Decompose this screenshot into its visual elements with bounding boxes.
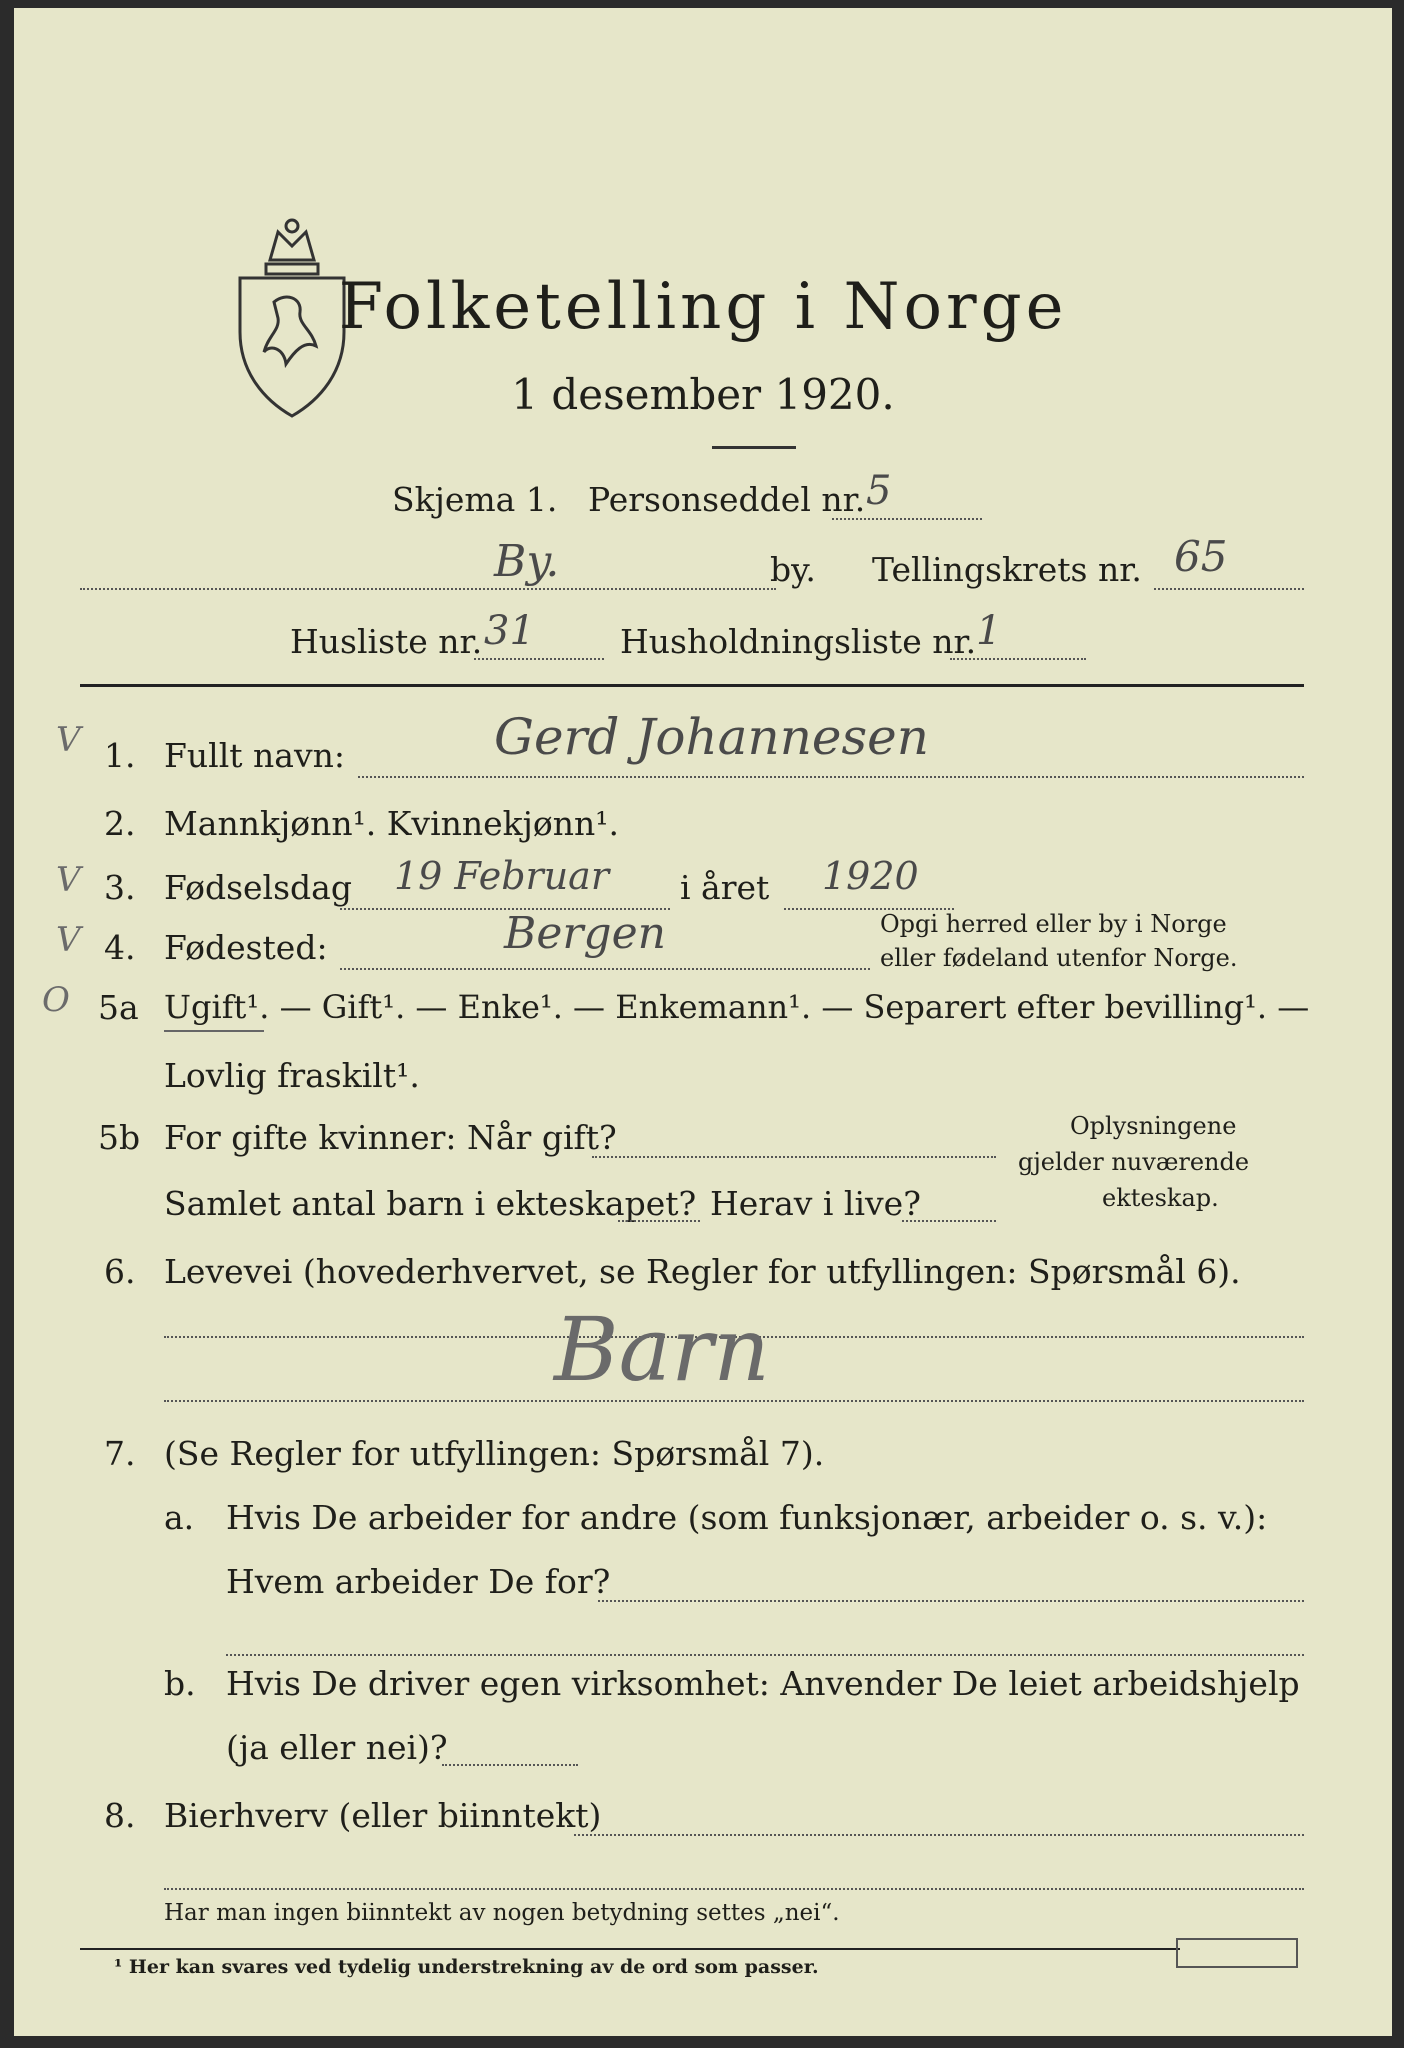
q1-value[interactable]: Gerd Johannesen <box>494 708 929 766</box>
q7a-number: a. <box>164 1498 195 1537</box>
printer-stamp <box>1176 1938 1298 1968</box>
q2-label: Mannkjønn¹. Kvinnekjønn¹. <box>164 804 619 843</box>
husholdningsliste-label: Husholdningsliste nr. <box>620 622 977 661</box>
husholdningsliste-line <box>950 658 1086 660</box>
q4-value[interactable]: Bergen <box>504 908 666 959</box>
q8-line-2 <box>164 1888 1304 1890</box>
checkmark-3: V <box>56 860 81 900</box>
husliste-value[interactable]: 31 <box>484 608 535 654</box>
q4-note-2: eller fødeland utenfor Norge. <box>880 944 1238 972</box>
checkmark-1: V <box>56 720 81 760</box>
q7b-number: b. <box>164 1664 196 1703</box>
footnote-rule <box>80 1948 1180 1950</box>
husholdningsliste-value[interactable]: 1 <box>976 608 1002 654</box>
census-form-page <box>14 8 1392 2036</box>
q7b-label-2: (ja eller nei)? <box>226 1728 448 1767</box>
q5b-children-line <box>618 1220 700 1222</box>
q5b-alive-line <box>902 1220 996 1222</box>
q5a-options: Ugift¹. — Gift¹. — Enke¹. — Enkemann¹. — Separert efter bevilling¹. — <box>164 988 1310 1026</box>
q8-label: Bierhverv (eller biinntekt) <box>164 1796 602 1835</box>
q5b-label-1: For gifte kvinner: Når gift? <box>164 1118 617 1157</box>
checkmark-5a: O <box>42 980 70 1020</box>
q7b-line <box>442 1764 578 1766</box>
personseddel-line <box>832 518 982 520</box>
title-divider <box>712 446 796 449</box>
footnote: ¹ Her kan svares ved tydelig understrekning av de ord som passer. <box>114 1956 819 1978</box>
q6-value[interactable]: Barn <box>554 1298 770 1401</box>
checkmark-4: V <box>56 920 81 960</box>
q5b-number: 5b <box>98 1118 141 1157</box>
q5b-married-line <box>592 1156 996 1158</box>
q1-line <box>358 776 1304 778</box>
q5b-label-2: Samlet antal barn i ekteskapet? <box>164 1184 697 1223</box>
q5b-note-3: ekteskap. <box>1102 1184 1219 1212</box>
q4-line <box>340 968 870 970</box>
bottom-note: Har man ingen biinntekt av nogen betydning settes „nei“. <box>164 1900 840 1926</box>
q7a-label-1: Hvis De arbeider for andre (som funksjonær, arbeider o. s. v.): <box>226 1498 1268 1537</box>
form-title: Folketelling i Norge <box>338 270 1068 344</box>
form-date: 1 desember 1920. <box>511 370 895 419</box>
q7a-line-1 <box>598 1600 1304 1602</box>
ugift-underline <box>164 1030 264 1032</box>
q7a-label-2: Hvem arbeider De for? <box>226 1562 611 1601</box>
q6-number: 6. <box>104 1252 136 1291</box>
q3-label: Fødselsdag <box>164 868 352 907</box>
husliste-label: Husliste nr. <box>290 622 483 661</box>
personseddel-value[interactable]: 5 <box>866 468 892 514</box>
q3-year-label: i året <box>680 868 770 907</box>
tellingskrets-label: Tellingskrets nr. <box>872 550 1142 589</box>
by-label: by. <box>770 550 816 589</box>
skjema-label: Skjema 1. <box>392 480 558 519</box>
q7a-line-2 <box>226 1654 1304 1656</box>
q5b-note-2: gjelder nuværende <box>1018 1148 1250 1176</box>
q7b-label-1: Hvis De driver egen virksomhet: Anvender De leiet arbeidshjelp <box>226 1664 1300 1703</box>
q4-label: Fødested: <box>164 928 328 967</box>
q3-value[interactable]: 19 Februar <box>394 854 609 898</box>
q4-number: 4. <box>104 928 136 967</box>
q3-number: 3. <box>104 868 136 907</box>
header-rule <box>80 684 1304 687</box>
q8-number: 8. <box>104 1796 136 1835</box>
q5b-label-3: Herav i live? <box>710 1184 921 1223</box>
q1-number: 1. <box>104 736 136 775</box>
by-value[interactable]: By. <box>494 536 560 587</box>
q7-number: 7. <box>104 1434 136 1473</box>
q1-label: Fullt navn: <box>164 736 345 775</box>
tellingskrets-value[interactable]: 65 <box>1174 532 1228 581</box>
q6-label: Levevei (hovederhvervet, se Regler for utfyllingen: Spørsmål 6). <box>164 1252 1241 1291</box>
q5a-number: 5a <box>98 988 139 1027</box>
q7-label: (Se Regler for utfyllingen: Spørsmål 7). <box>164 1434 825 1473</box>
q5b-note-1: Oplysningene <box>1070 1112 1237 1140</box>
husliste-line <box>474 658 604 660</box>
q3-year-value[interactable]: 1920 <box>822 854 919 898</box>
q5a-options-2: Lovlig fraskilt¹. <box>164 1056 420 1095</box>
q4-note-1: Opgi herred eller by i Norge <box>880 910 1227 938</box>
by-line <box>80 588 776 590</box>
q2-number: 2. <box>104 804 136 843</box>
q8-line-1 <box>574 1834 1304 1836</box>
tellingskrets-line <box>1154 588 1304 590</box>
personseddel-label: Personseddel nr. <box>588 480 866 519</box>
